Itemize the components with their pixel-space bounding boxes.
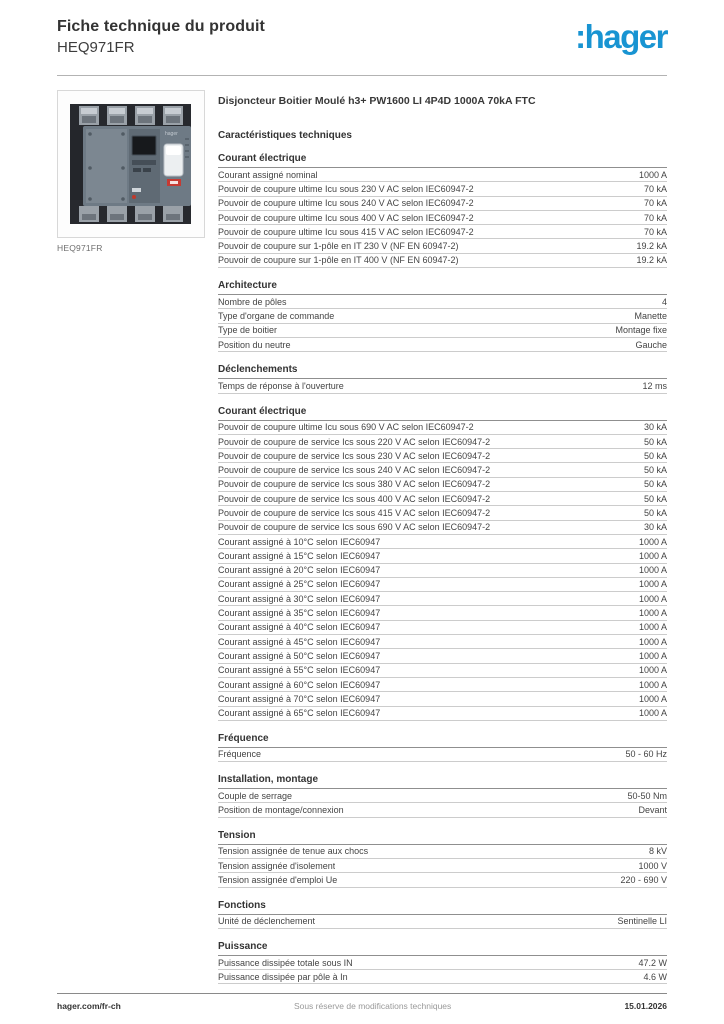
spec-group — [218, 280, 667, 352]
spec-label: Couple de serrage — [218, 790, 293, 801]
spec-label: Courant assigné à 10°C selon IEC60947 — [218, 536, 381, 547]
spec-row — [218, 915, 667, 929]
spec-row — [218, 478, 667, 492]
spec-row — [218, 182, 667, 196]
spec-value: 50 kA — [643, 450, 667, 461]
spec-label: Temps de réponse à l'ouverture — [218, 380, 344, 391]
spec-value: Montage fixe — [615, 325, 667, 336]
spec-row — [218, 492, 667, 506]
spec-label: Fréquence — [218, 749, 262, 760]
spec-row — [218, 649, 667, 663]
spec-value: 4.6 W — [643, 971, 667, 982]
spec-value: 19.2 kA — [636, 255, 667, 266]
spec-value: 1000 A — [638, 536, 667, 547]
spec-value: 50 kA — [643, 493, 667, 504]
spec-label: Nombre de pôles — [218, 296, 287, 307]
product-image-column — [57, 90, 205, 253]
spec-label: Pouvoir de coupure de service Ics sous 380 V AC selon IEC60947-2 — [218, 479, 491, 490]
spec-label: Pouvoir de coupure ultime Icu sous 415 V AC selon IEC60947-2 — [218, 226, 474, 237]
spec-group — [218, 900, 667, 929]
spec-row — [218, 707, 667, 721]
spec-row — [218, 859, 667, 873]
spec-label: Pouvoir de coupure sur 1-pôle en IT 400 V (NF EN 60947-2) — [218, 255, 459, 266]
spec-row — [218, 873, 667, 887]
spec-row — [218, 309, 667, 323]
spec-value: 47.2 W — [638, 957, 667, 968]
spec-row — [218, 789, 667, 803]
spec-value: 50 kA — [643, 436, 667, 447]
spec-row — [218, 239, 667, 253]
spec-row — [218, 535, 667, 549]
footer-website-link[interactable]: hager.com/fr-ch — [57, 1001, 121, 1011]
spec-group-title: Courant électrique — [218, 153, 667, 168]
spec-row — [218, 970, 667, 984]
spec-value: 30 kA — [643, 422, 667, 433]
page-footer — [57, 993, 667, 1011]
spec-value: 1000 A — [638, 693, 667, 704]
spec-row — [218, 449, 667, 463]
spec-row — [218, 324, 667, 338]
spec-label: Pouvoir de coupure ultime Icu sous 400 V AC selon IEC60947-2 — [218, 212, 474, 223]
product-image-caption: HEQ971FR — [57, 243, 103, 253]
spec-value: 70 kA — [643, 212, 667, 223]
spec-row — [218, 578, 667, 592]
spec-value: 1000 A — [638, 622, 667, 633]
spec-group-title: Puissance — [218, 941, 667, 956]
spec-label: Puissance dissipée totale sous IN — [218, 957, 353, 968]
spec-label: Pouvoir de coupure de service Ics sous 230 V AC selon IEC60947-2 — [218, 450, 491, 461]
spec-label: Position de montage/connexion — [218, 805, 344, 816]
spec-group — [218, 364, 667, 393]
spec-row — [218, 692, 667, 706]
content-area — [57, 90, 667, 984]
spec-label: Type d'organe de commande — [218, 311, 335, 322]
spec-value: 220 - 690 V — [620, 874, 667, 885]
spec-group — [218, 153, 667, 268]
spec-label: Courant assigné à 20°C selon IEC60947 — [218, 565, 381, 576]
spec-label: Courant assigné à 50°C selon IEC60947 — [218, 650, 381, 661]
header-divider — [57, 75, 667, 76]
spec-row — [218, 549, 667, 563]
spec-value: 1000 A — [638, 650, 667, 661]
spec-row — [218, 254, 667, 268]
spec-group — [218, 941, 667, 985]
header-titles — [57, 18, 265, 56]
spec-row — [218, 956, 667, 970]
spec-value: 8 kV — [648, 846, 667, 857]
spec-row — [218, 463, 667, 477]
spec-value: 1000 A — [638, 550, 667, 561]
spec-row — [218, 338, 667, 352]
spec-value: 12 ms — [642, 380, 667, 391]
spec-value: 1000 A — [638, 608, 667, 619]
page-header — [57, 18, 667, 56]
spec-row — [218, 295, 667, 309]
circuit-breaker-illustration — [67, 96, 195, 232]
spec-value: Manette — [634, 311, 667, 322]
spec-label: Tension assignée d'emploi Ue — [218, 874, 338, 885]
spec-row — [218, 678, 667, 692]
spec-value: 1000 A — [638, 593, 667, 604]
spec-value: 30 kA — [643, 522, 667, 533]
footer-date: 15.01.2026 — [624, 1001, 667, 1011]
spec-value: Sentinelle LI — [617, 916, 667, 927]
spec-row — [218, 606, 667, 620]
spec-group — [218, 830, 667, 888]
spec-label: Pouvoir de coupure de service Ics sous 220 V AC selon IEC60947-2 — [218, 436, 491, 447]
spec-value: 1000 A — [638, 636, 667, 647]
spec-label: Courant assigné à 55°C selon IEC60947 — [218, 665, 381, 676]
spec-label: Courant assigné à 65°C selon IEC60947 — [218, 708, 381, 719]
spec-row — [218, 803, 667, 817]
spec-label: Pouvoir de coupure ultime Icu sous 240 V AC selon IEC60947-2 — [218, 198, 474, 209]
spec-value: Devant — [638, 805, 667, 816]
product-reference: HEQ971FR — [57, 39, 135, 56]
spec-group — [218, 406, 667, 721]
spec-label: Courant assigné à 60°C selon IEC60947 — [218, 679, 381, 690]
spec-label: Courant assigné à 15°C selon IEC60947 — [218, 550, 381, 561]
spec-label: Courant assigné à 25°C selon IEC60947 — [218, 579, 381, 590]
spec-row — [218, 748, 667, 762]
spec-group-title: Déclenchements — [218, 364, 667, 379]
spec-row — [218, 621, 667, 635]
spec-row — [218, 635, 667, 649]
spec-label: Position du neutre — [218, 339, 291, 350]
spec-label: Courant assigné nominal — [218, 169, 318, 180]
footer-disclaimer: Sous réserve de modifications techniques — [293, 1001, 452, 1011]
spec-value: 50 kA — [643, 507, 667, 518]
spec-row — [218, 168, 667, 182]
spec-row — [218, 845, 667, 859]
spec-column — [218, 90, 667, 984]
spec-row — [218, 564, 667, 578]
spec-value: 70 kA — [643, 198, 667, 209]
spec-label: Courant assigné à 35°C selon IEC60947 — [218, 608, 381, 619]
spec-value: 1000 A — [638, 579, 667, 590]
spec-label: Type de boitier — [218, 325, 278, 336]
spec-row — [218, 592, 667, 606]
spec-group-title: Architecture — [218, 280, 667, 295]
spec-label: Courant assigné à 45°C selon IEC60947 — [218, 636, 381, 647]
spec-row — [218, 211, 667, 225]
spec-value: 1000 A — [638, 665, 667, 676]
spec-value: 50 - 60 Hz — [625, 749, 667, 760]
spec-row — [218, 521, 667, 535]
spec-row — [218, 506, 667, 520]
page-title: Fiche technique du produit — [57, 18, 265, 35]
spec-label: Tension assignée d'isolement — [218, 860, 336, 871]
spec-value: 70 kA — [643, 183, 667, 194]
spec-value: 1000 V — [638, 860, 667, 871]
spec-value: 1000 A — [638, 565, 667, 576]
section-title: Caractéristiques techniques — [218, 130, 352, 141]
spec-label: Pouvoir de coupure ultime Icu sous 690 V AC selon IEC60947-2 — [218, 422, 474, 433]
spec-label: Pouvoir de coupure de service Ics sous 415 V AC selon IEC60947-2 — [218, 507, 491, 518]
spec-row — [218, 664, 667, 678]
hager-logo: :hager — [575, 18, 667, 55]
spec-label: Courant assigné à 70°C selon IEC60947 — [218, 693, 381, 704]
spec-group-title: Tension — [218, 830, 667, 845]
spec-group-title: Courant électrique — [218, 406, 667, 421]
spec-value: 1000 A — [638, 679, 667, 690]
spec-label: Pouvoir de coupure sur 1-pôle en IT 230 V (NF EN 60947-2) — [218, 241, 459, 252]
spec-value: 50-50 Nm — [627, 790, 667, 801]
spec-value: 19.2 kA — [636, 241, 667, 252]
spec-label: Pouvoir de coupure ultime Icu sous 230 V AC selon IEC60947-2 — [218, 183, 474, 194]
spec-groups — [218, 153, 667, 984]
spec-label: Courant assigné à 40°C selon IEC60947 — [218, 622, 381, 633]
spec-row — [218, 225, 667, 239]
product-image — [57, 90, 205, 238]
breaker-brand-text: hager — [165, 131, 178, 137]
spec-group — [218, 733, 667, 762]
spec-value: 50 kA — [643, 465, 667, 476]
product-name: Disjoncteur Boitier Moulé h3+ PW1600 LI 4P4D 1000A 70kA FTC — [218, 95, 536, 107]
spec-label: Pouvoir de coupure de service Ics sous 690 V AC selon IEC60947-2 — [218, 522, 491, 533]
spec-label: Pouvoir de coupure de service Ics sous 400 V AC selon IEC60947-2 — [218, 493, 491, 504]
spec-value: 4 — [661, 296, 667, 307]
spec-value: 70 kA — [643, 226, 667, 237]
spec-label: Tension assignée de tenue aux chocs — [218, 846, 369, 857]
spec-value: Gauche — [635, 339, 667, 350]
spec-row — [218, 435, 667, 449]
spec-group-title: Fonctions — [218, 900, 667, 915]
spec-label: Courant assigné à 30°C selon IEC60947 — [218, 593, 381, 604]
spec-label: Puissance dissipée par pôle à In — [218, 971, 348, 982]
spec-group-title: Fréquence — [218, 733, 667, 748]
spec-group — [218, 774, 667, 818]
spec-label: Unité de déclenchement — [218, 916, 316, 927]
spec-row — [218, 379, 667, 393]
spec-row — [218, 197, 667, 211]
spec-value: 1000 A — [638, 169, 667, 180]
spec-row — [218, 421, 667, 435]
spec-value: 50 kA — [643, 479, 667, 490]
spec-label: Pouvoir de coupure de service Ics sous 240 V AC selon IEC60947-2 — [218, 465, 491, 476]
spec-value: 1000 A — [638, 708, 667, 719]
spec-group-title: Installation, montage — [218, 774, 667, 789]
